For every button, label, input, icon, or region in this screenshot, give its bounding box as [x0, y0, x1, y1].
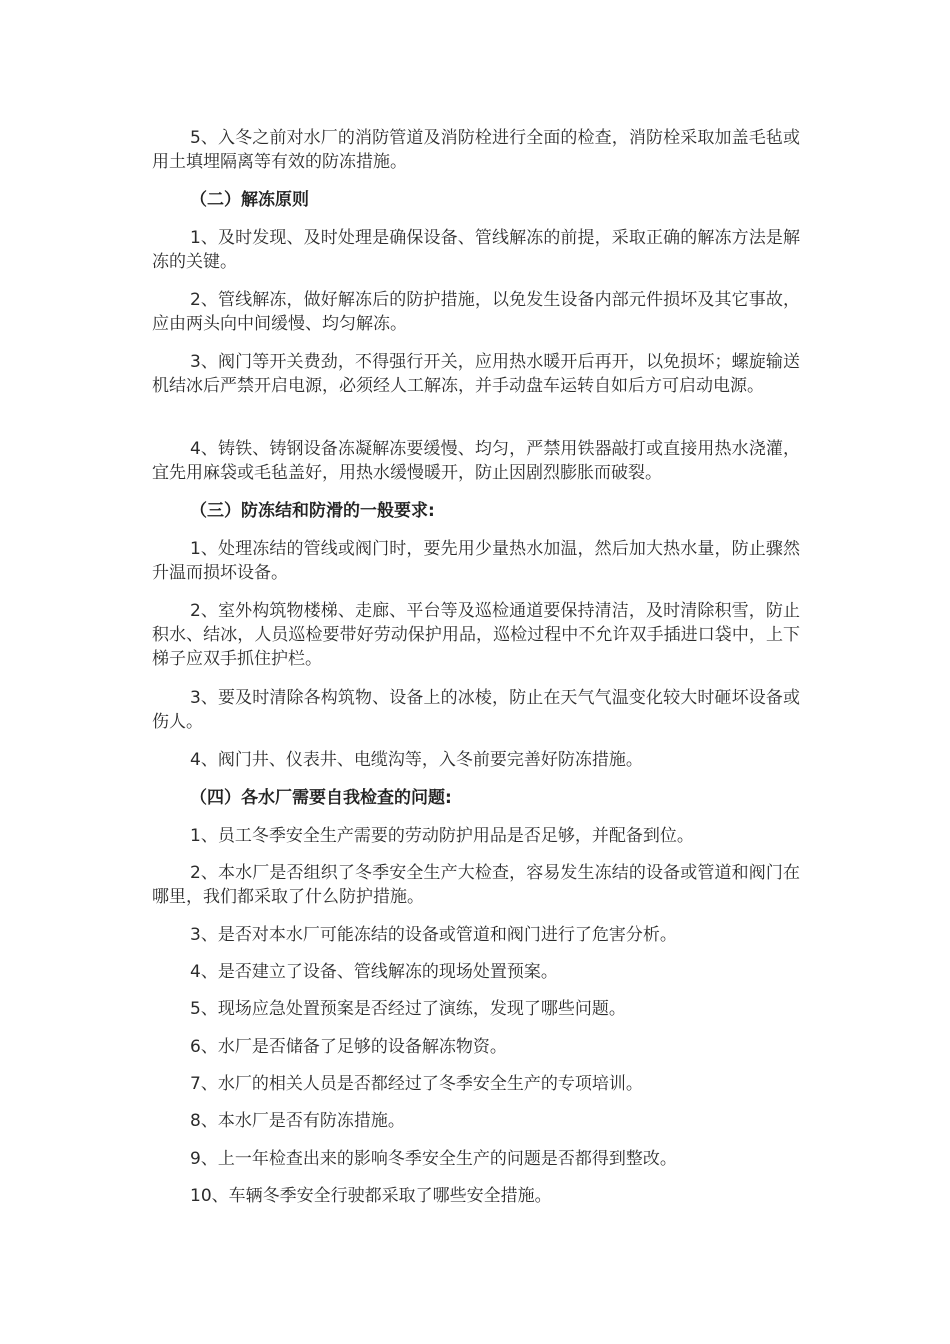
paragraph-check-4: 4、是否建立了设备、管线解冻的现场处置预案。	[190, 962, 558, 982]
paragraph-thaw-3: 3、阀门等开关费劲，不得强行开关，应用热水暖开后再开，以免损坏；螺旋输送机结冰后严禁开启电源，必须经人工解冻，并手动盘车运转自如后方可启动电源。	[152, 352, 800, 396]
paragraph-fire-hydrant: 5、入冬之前对水厂的消防管道及消防栓进行全面的检查，消防栓采取加盖毛毡或用土填埋隔离等有效的防冻措施。	[152, 128, 800, 172]
paragraph-antifreeze-2: 2、室外构筑物楼梯、走廊、平台等及巡检通道要保持清洁，及时清除积雪，防止积水、结冰，人员巡检要带好劳动保护用品，巡检过程中不允许双手插进口袋中，上下梯子应双手抓住护栏。	[152, 601, 800, 669]
paragraph-check-3: 3、是否对本水厂可能冻结的设备或管道和阀门进行了危害分析。	[190, 925, 677, 945]
paragraph-antifreeze-4: 4、阀门井、仪表井、电缆沟等，入冬前要完善好防冻措施。	[190, 750, 643, 770]
paragraph-check-9: 9、上一年检查出来的影响冬季安全生产的问题是否都得到整改。	[190, 1149, 677, 1169]
section-heading-thaw-principles: （二）解冻原则	[190, 190, 309, 210]
paragraph-thaw-1: 1、及时发现、及时处理是确保设备、管线解冻的前提，采取正确的解冻方法是解冻的关键。	[152, 228, 800, 272]
paragraph-check-6: 6、水厂是否储备了足够的设备解冻物资。	[190, 1037, 507, 1057]
paragraph-antifreeze-1: 1、处理冻结的管线或阀门时，要先用少量热水加温，然后加大热水量，防止骤然升温而损坏设备。	[152, 539, 800, 583]
paragraph-check-8: 8、本水厂是否有防冻措施。	[190, 1111, 405, 1131]
paragraph-thaw-4: 4、铸铁、铸钢设备冻凝解冻要缓慢、均匀，严禁用铁器敲打或直接用热水浇灌，宜先用麻袋或毛毡盖好，用热水缓慢暖开，防止因剧烈膨胀而破裂。	[152, 439, 800, 483]
paragraph-check-5: 5、现场应急处置预案是否经过了演练，发现了哪些问题。	[190, 999, 626, 1019]
paragraph-antifreeze-3: 3、要及时清除各构筑物、设备上的冰棱，防止在天气气温变化较大时砸坏设备或伤人。	[152, 688, 800, 732]
paragraph-check-10: 10、车辆冬季安全行驶都采取了哪些安全措施。	[190, 1186, 552, 1206]
section-heading-antifreeze: （三）防冻结和防滑的一般要求:	[190, 501, 435, 521]
paragraph-check-7: 7、水厂的相关人员是否都经过了冬季安全生产的专项培训。	[190, 1074, 643, 1094]
section-heading-self-check: （四）各水厂需要自我检查的问题:	[190, 788, 452, 808]
paragraph-check-1: 1、员工冬季安全生产需要的劳动防护用品是否足够，并配备到位。	[190, 826, 694, 846]
paragraph-thaw-2: 2、管线解冻，做好解冻后的防护措施，以免发生设备内部元件损坏及其它事故，应由两头向中间缓慢、均匀解冻。	[152, 290, 800, 334]
paragraph-check-2: 2、本水厂是否组织了冬季安全生产大检查，容易发生冻结的设备或管道和阀门在哪里，我们都采取了什么防护措施。	[152, 863, 800, 907]
